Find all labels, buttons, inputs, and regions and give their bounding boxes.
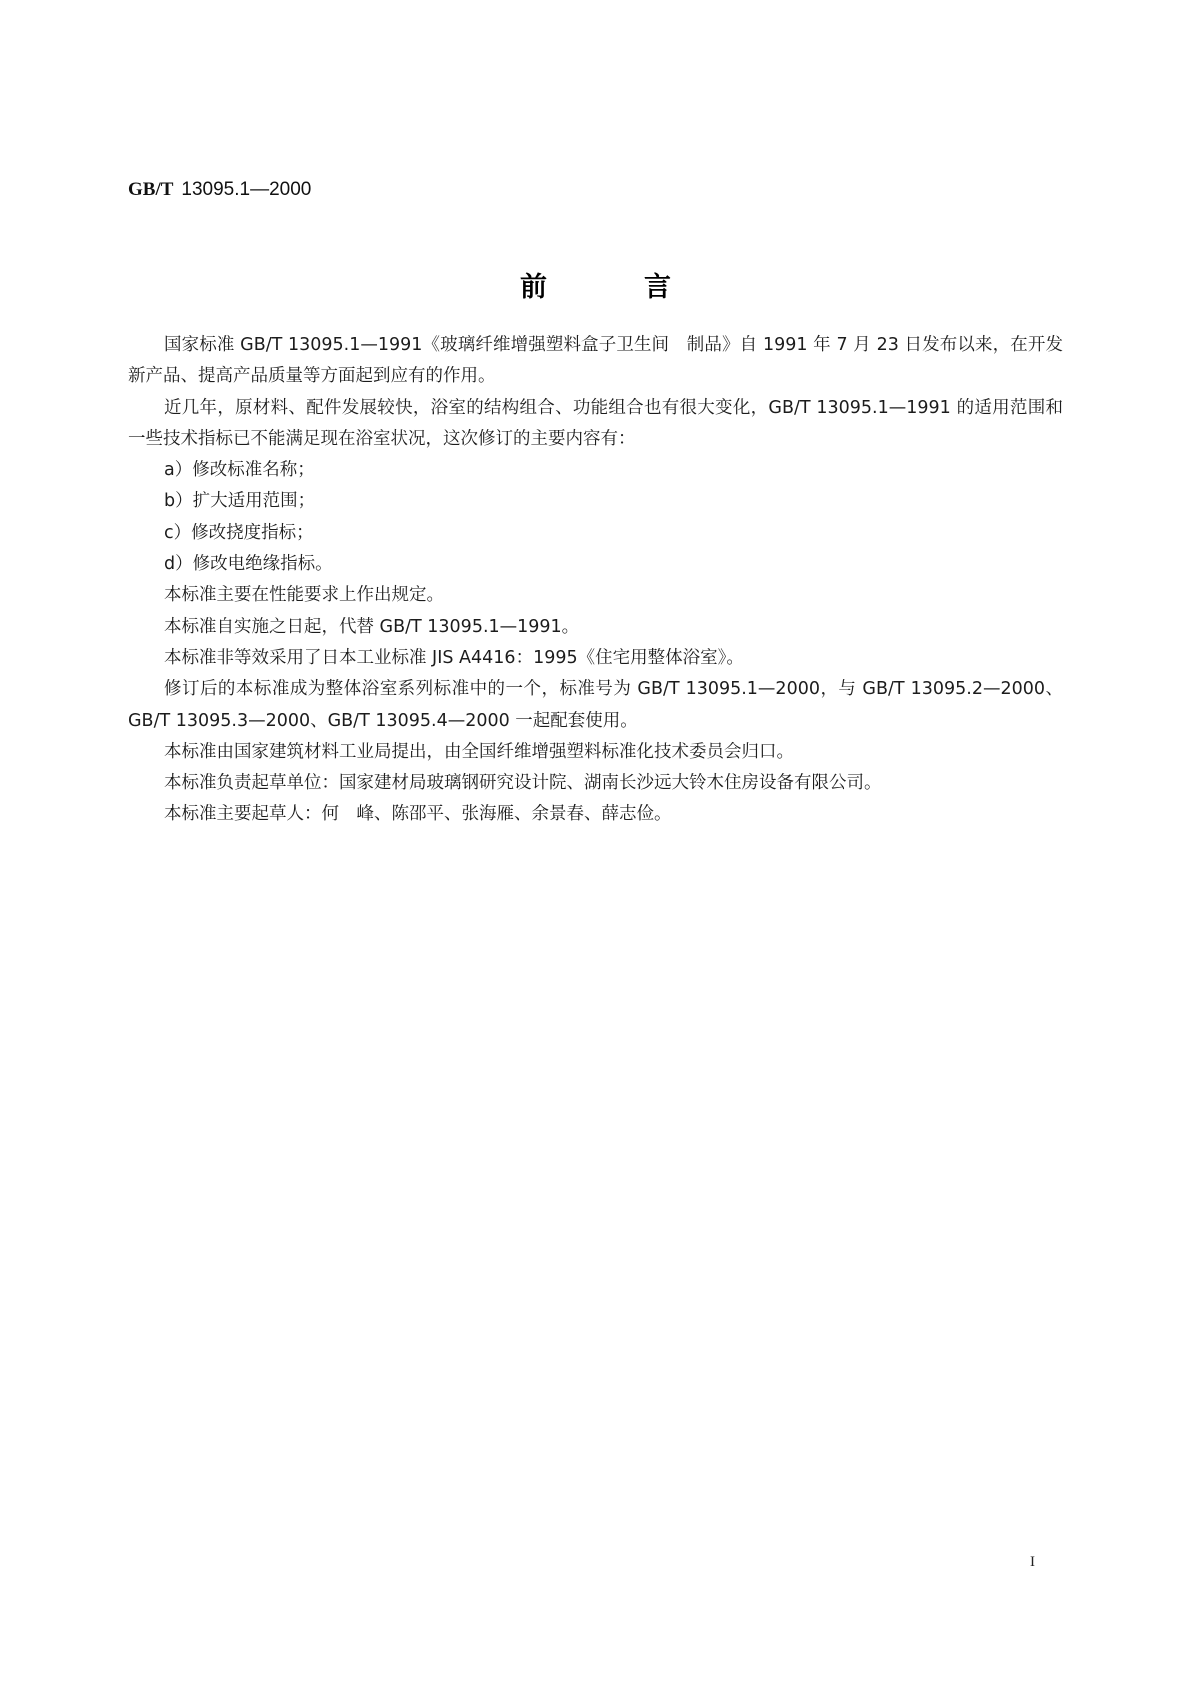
paragraph-proposer: 本标准由国家建筑材料工业局提出，由全国纤维增强塑料标准化技术委员会归口。: [164, 741, 794, 762]
revision-item-d: d）修改电绝缘指标。: [164, 554, 333, 575]
revision-item-a: a）修改标准名称；: [164, 460, 315, 481]
paragraph-drafting-units: 本标准负责起草单位：国家建材局玻璃钢研究设计院、湖南长沙远大铃木住房设备有限公司。: [164, 773, 882, 794]
paragraph-scope: 本标准主要在性能要求上作出规定。: [164, 585, 444, 606]
foreword-body: [128, 330, 1063, 831]
revision-item-c: c）修改挠度指标；: [164, 522, 314, 543]
paragraph-drafters: 本标准主要起草人：何 峰、陈邵平、张海雁、余景春、薛志俭。: [164, 804, 672, 825]
standard-prefix: GB/T: [128, 179, 174, 200]
title-char-1: 前: [520, 272, 547, 303]
revision-item-b: b）扩大适用范围；: [164, 491, 316, 512]
standard-code-header: [128, 178, 311, 201]
paragraph-replacement: 本标准自实施之日起，代替 GB/T 13095.1—1991。: [164, 616, 580, 637]
title-char-2: 言: [644, 272, 671, 303]
paragraph-revision-reason: 近几年，原材料、配件发展较快，浴室的结构组合、功能组合也有很大变化，GB/T 13095.1—1991 的适用范围和一些技术指标已不能满足现在浴室状况，这次修订的主要内容有：: [128, 397, 1063, 449]
page-title: [0, 265, 1191, 304]
paragraph-series: 修订后的本标准成为整体浴室系列标准中的一个，标准号为 GB/T 13095.1—2000，与 GB/T 13095.2—2000、GB/T 13095.3—2000、GB/T 13095.4—2000 一起配套使用。: [128, 679, 1063, 731]
paragraph-history: 国家标准 GB/T 13095.1—1991《玻璃纤维增强塑料盒子卫生间 制品》自 1991 年 7 月 23 日发布以来，在开发新产品、提高产品质量等方面起到应有的作用。: [128, 335, 1063, 387]
paragraph-reference-standard: 本标准非等效采用了日本工业标准 JIS A4416：1995《住宅用整体浴室》。: [164, 647, 744, 668]
page-number: I: [1030, 1554, 1035, 1570]
standard-number: 13095.1—2000: [181, 179, 312, 200]
